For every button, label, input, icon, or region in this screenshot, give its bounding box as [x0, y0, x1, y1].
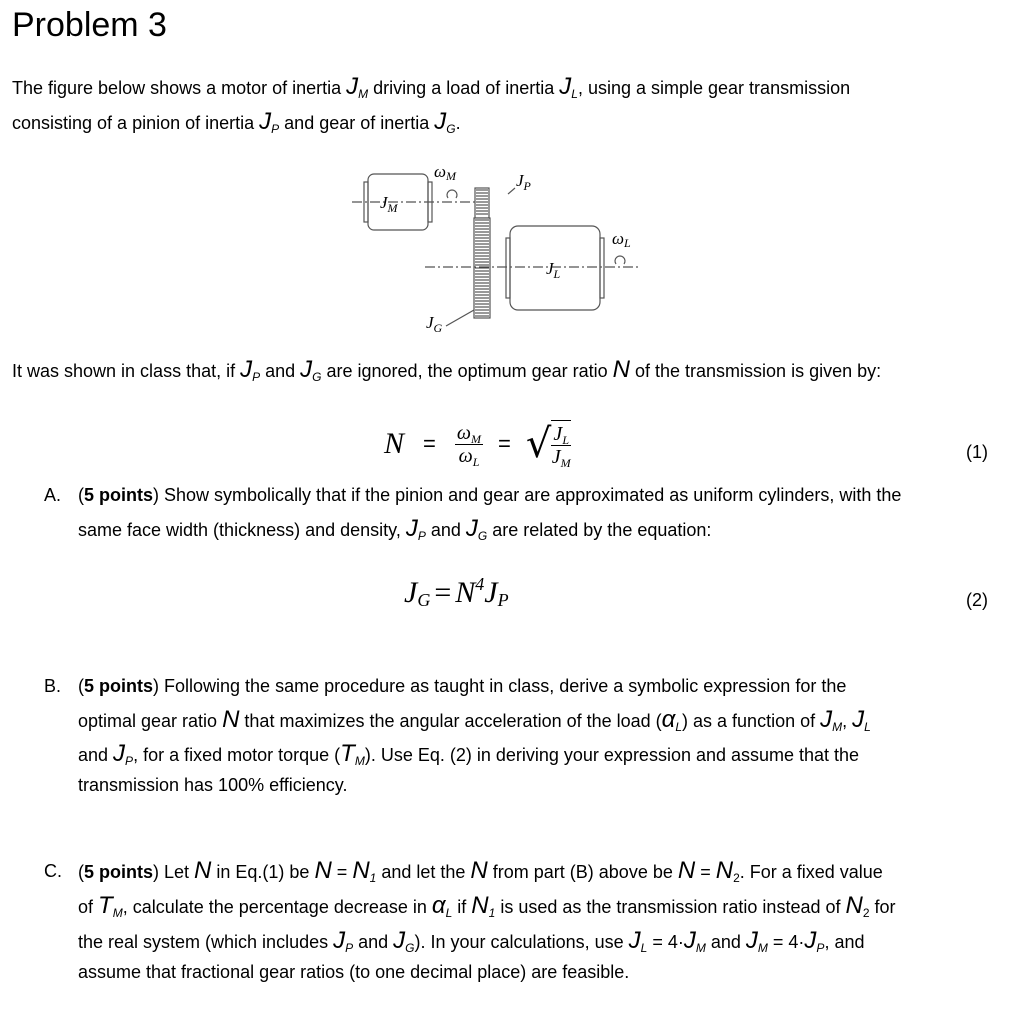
page-title: Problem 3 — [12, 6, 167, 44]
class-statement: It was shown in class that, if $J_P$ and $J_G$ are ignored, the optimum gear ratio N of the transmission is given by: — [12, 356, 882, 384]
wl-rotation-arrow — [615, 256, 625, 264]
part-c-label: C. — [44, 861, 62, 881]
intro-line-2: consisting of a pinion of inertia $J_P$ and gear of inertia $J_G$. — [12, 108, 461, 136]
jg-leader — [446, 310, 474, 326]
part-a-label: A. — [44, 485, 62, 505]
load-flange-right — [600, 238, 604, 298]
label-jl: $J_L$ — [546, 259, 561, 281]
part-c-line-1: (5 points) Let N in Eq.(1) be $N = N_1$ and let the N from part (B) above be $N = N_2$. For a fixed value — [78, 857, 883, 885]
part-c-line-4: assume that fractional gear ratios (to one decimal place) are feasible. — [78, 962, 630, 982]
part-a-line-2: same face width (thickness) and density, $J_P$ and $J_G$ are related by the equation: — [78, 515, 712, 543]
equation-1-number: (1) — [966, 442, 988, 462]
part-c-line-2: of $T_M$, calculate the percentage decrease in $\alpha_L$ if $N_1$ is used as the transmission ratio instead of $N_2$ for — [78, 892, 896, 920]
part-b-label: B. — [44, 676, 62, 696]
label-wm: ωM — [434, 162, 457, 183]
part-a-line-1: (5 points) Show symbolically that if the pinion and gear are approximated as uniform cylinders, with the — [78, 485, 902, 505]
part-b-line-3: and $J_P$, for a fixed motor torque $(T_M)$. Use Eq. (2) in deriving your expression and assume that the — [78, 740, 860, 768]
intro-line-1: The figure below shows a motor of inertia $J_M$ driving a load of inertia $J_L$, using a simple gear transmission — [12, 73, 851, 101]
label-wl: ωL — [612, 229, 631, 250]
equation-2-number: (2) — [966, 590, 988, 610]
part-c-line-3: the real system (which includes $J_P$ and $J_G$). In your calculations, use $J_L = 4\cdot J_M$ and $J_M = 4\cdot J_P$, and — [78, 927, 865, 955]
equation-2: $J_G = N^4J_P$ — [404, 574, 509, 610]
label-jp: $J_P$ — [516, 171, 531, 193]
label-jm: $J_M$ — [380, 193, 398, 215]
equation-1: N = $\frac{\omega_M}{\omega_L}$ = √ $\frac{J_L}{J_M}$ — [384, 421, 571, 470]
part-b-line-2: optimal gear ratio N that maximizes the angular acceleration of the load $(\alpha_L)$ as a function of $J_M$, $J_L$ — [78, 706, 871, 734]
part-b-line-4: transmission has 100% efficiency. — [78, 775, 348, 795]
part-b-line-1: (5 points) Following the same procedure as taught in class, derive a symbolic expression for the — [78, 676, 847, 696]
gear-transmission-figure — [350, 160, 650, 340]
wm-rotation-arrow — [447, 190, 457, 198]
jp-leader — [508, 188, 515, 194]
label-jg: $J_G$ — [426, 313, 443, 335]
